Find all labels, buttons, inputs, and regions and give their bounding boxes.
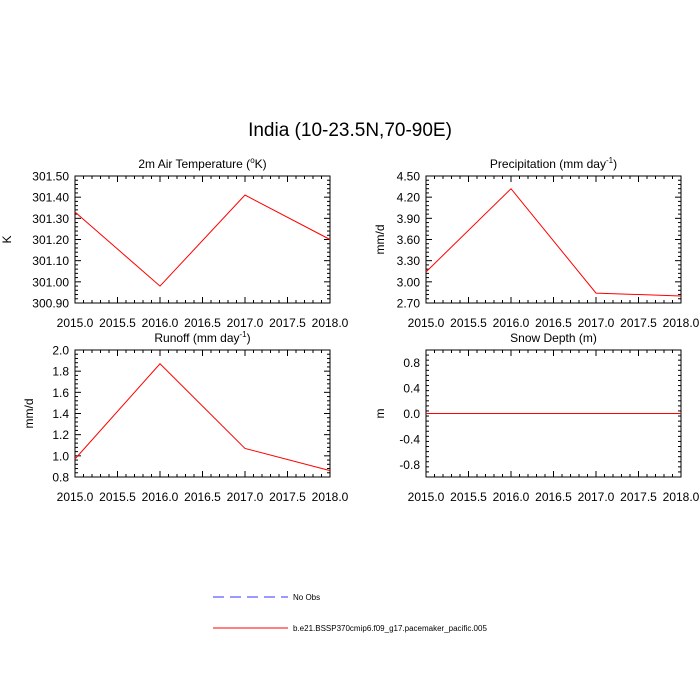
x-tick-label: 2017.0 [577, 316, 615, 330]
chart-panel-3 [22, 330, 349, 504]
x-tick-label: 2017.0 [226, 316, 264, 330]
series-line [75, 364, 330, 471]
x-tick-label: 2016.5 [184, 490, 221, 504]
y-tick-label: 0.0 [403, 407, 420, 421]
chart-title-part: Precipitation (mm day [489, 157, 606, 171]
x-tick-label: 2018.0 [662, 490, 700, 504]
x-tick-label: 2016.0 [141, 490, 179, 504]
x-tick-label: 2015.0 [56, 316, 94, 330]
x-tick-label: 2017.5 [269, 316, 306, 330]
y-tick-label: 1.8 [52, 364, 69, 379]
x-tick-label: 2016.5 [535, 316, 572, 330]
chart-title-superscript: o [250, 156, 255, 165]
chart-panel-2 [373, 156, 700, 330]
y-tick-label: -0.8 [399, 457, 420, 472]
x-tick-label: 2016.0 [492, 490, 530, 504]
y-tick-label: 2.0 [52, 343, 69, 358]
y-tick-label: 1.2 [52, 428, 69, 443]
x-tick-label: 2017.5 [269, 490, 306, 504]
x-tick-label: 2015.0 [56, 490, 94, 504]
chart-title-part: Snow Depth (m) [510, 331, 597, 345]
chart-panel-1 [0, 156, 349, 330]
chart-title-superscript: -1 [605, 156, 614, 165]
x-tick-label: 2016.0 [141, 316, 179, 330]
x-tick-label: 2018.0 [311, 316, 349, 330]
y-tick-label: 0.8 [403, 356, 420, 371]
chart-title-part: K) [254, 157, 267, 171]
y-tick-label: 301.30 [32, 211, 69, 226]
y-tick-label: -0.4 [399, 432, 420, 447]
plot-frame [75, 350, 330, 477]
chart-title [154, 330, 250, 345]
y-tick-label: 4.20 [396, 190, 420, 205]
legend-label: No Obs [293, 593, 321, 602]
y-tick-label: 1.0 [52, 449, 69, 464]
chart-title-superscript: -1 [239, 330, 247, 339]
x-tick-label: 2015.5 [99, 490, 136, 504]
legend-label: b.e21.BSSP370cmip6.f09_g17.pacemaker_pacific.005 [293, 624, 487, 633]
chart-title [490, 156, 617, 171]
x-tick-label: 2017.0 [577, 490, 615, 504]
chart-title [138, 156, 266, 171]
x-tick-label: 2015.5 [99, 316, 136, 330]
y-tick-label: 301.50 [32, 169, 69, 184]
legend [213, 593, 487, 633]
x-tick-label: 2015.5 [450, 490, 487, 504]
y-tick-label: 0.8 [52, 470, 69, 485]
y-tick-label: 3.00 [396, 275, 420, 290]
y-tick-label: 1.4 [52, 407, 69, 421]
y-tick-label: 3.60 [396, 233, 420, 247]
y-axis-label: mm/d [22, 398, 36, 429]
x-tick-label: 2016.5 [535, 490, 572, 504]
x-tick-label: 2016.5 [184, 316, 221, 330]
plot-frame [426, 176, 681, 303]
y-tick-label: 4.50 [396, 169, 420, 184]
figure-title: India (10-23.5N,70-90E) [248, 120, 452, 141]
plot-frame [75, 176, 330, 303]
chart-panel-4 [373, 331, 700, 504]
y-tick-label: 301.20 [32, 233, 69, 247]
x-tick-label: 2017.0 [226, 490, 264, 504]
x-tick-label: 2015.0 [407, 316, 445, 330]
x-tick-label: 2018.0 [662, 316, 700, 330]
y-tick-label: 2.70 [396, 296, 420, 311]
y-tick-label: 0.4 [403, 381, 420, 396]
x-tick-label: 2017.5 [620, 316, 657, 330]
series-line [426, 189, 681, 296]
x-tick-label: 2016.0 [492, 316, 530, 330]
x-tick-label: 2015.0 [407, 490, 445, 504]
y-tick-label: 301.00 [32, 275, 69, 290]
x-tick-label: 2015.5 [450, 316, 487, 330]
y-axis-label: m [373, 408, 387, 419]
chart-title-part: ) [613, 157, 618, 171]
y-tick-label: 301.40 [32, 190, 69, 205]
chart-title-part: ) [246, 331, 251, 345]
y-tick-label: 301.10 [32, 254, 69, 269]
y-axis-label: mm/d [373, 224, 387, 255]
y-tick-label: 3.90 [396, 211, 420, 226]
series-line [75, 195, 330, 286]
y-tick-label: 300.90 [32, 296, 69, 311]
x-tick-label: 2018.0 [311, 490, 349, 504]
y-axis-label: K [0, 235, 14, 244]
chart-title-part: 2m Air Temperature ( [138, 157, 251, 171]
y-tick-label: 1.6 [52, 385, 69, 400]
y-tick-label: 3.30 [396, 254, 420, 269]
x-tick-label: 2017.5 [620, 490, 657, 504]
chart-title [510, 331, 597, 345]
chart-title-part: Runoff (mm day [154, 331, 240, 345]
